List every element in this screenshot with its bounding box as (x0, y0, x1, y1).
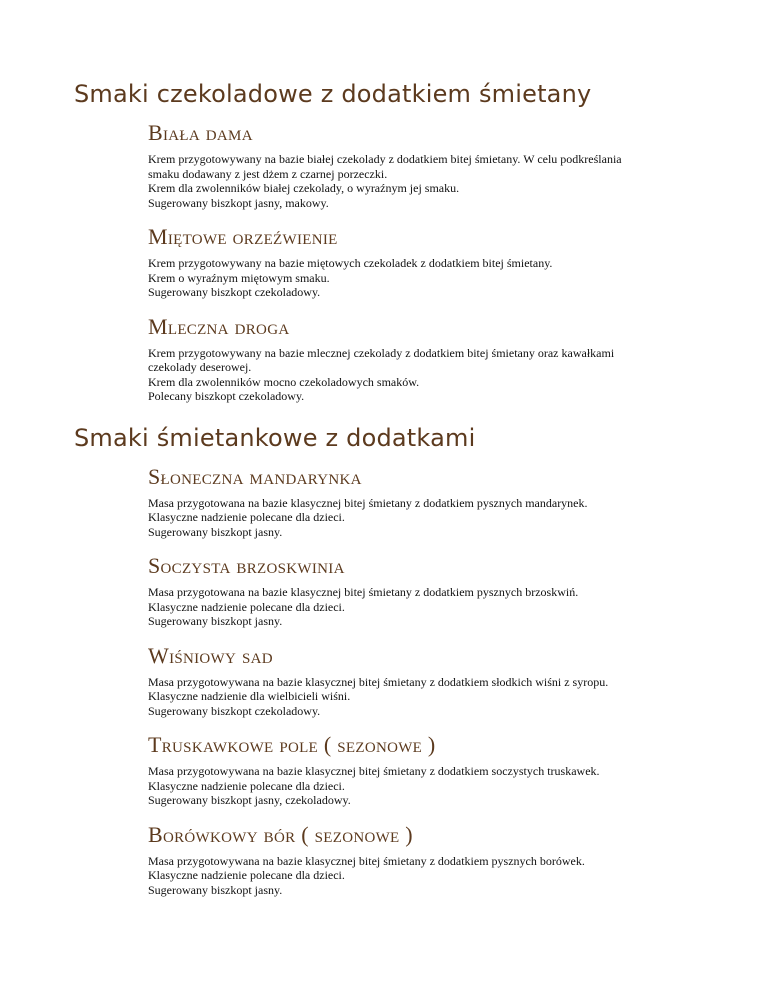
description-line: Krem o wyraźnym miętowym smaku. (148, 270, 330, 285)
description-line: smaku dodawany z jest dżem z czarnej porzeczki. (148, 166, 388, 181)
flavor-title: Soczysta brzoskwinia (148, 553, 345, 578)
flavor-description (148, 152, 708, 210)
flavor-description (148, 675, 708, 719)
description-line: Klasyczne nadzienie polecane dla dzieci. (148, 778, 345, 793)
description-line: Masa przygotowana na bazie klasycznej bitej śmietany z dodatkiem pysznych mandarynek. (148, 495, 588, 510)
description-line: Sugerowany biszkopt jasny. (148, 524, 283, 539)
flavor-item-sloneczna-mandarynka (148, 462, 768, 540)
flavor-description (148, 585, 708, 629)
description-line: Masa przygotowywana na bazie klasycznej bitej śmietany z dodatkiem soczystych truskawek. (148, 764, 600, 778)
description-line: Klasyczne nadzienie dla wielbicieli wiśni. (148, 689, 351, 703)
description-line: Masa przygotowywana na bazie klasycznej bitej śmietany z dodatkiem pysznych borówek. (148, 853, 585, 868)
flavor-description (148, 764, 708, 808)
flavor-title: Mleczna droga (148, 313, 290, 339)
flavor-item-biala-dama (148, 118, 768, 210)
flavor-title: Miętowe orzeźwienie (148, 224, 338, 249)
description-line: Klasyczne nadzienie polecane dla dzieci. (148, 868, 345, 882)
flavor-description (148, 854, 708, 898)
description-line: Masa przygotowywana na bazie klasycznej bitej śmietany z dodatkiem słodkich wiśni z syropu. (148, 674, 609, 689)
description-line: Klasyczne nadzienie polecane dla dzieci. (148, 510, 345, 524)
flavor-title: Borówkowy bór ( sezonowe ) (148, 821, 413, 847)
flavor-item-mietowe-orzezwienie (148, 222, 768, 300)
flavor-item-wisniowy-sad (148, 641, 768, 719)
description-line: Sugerowany biszkopt jasny. (148, 614, 283, 628)
flavor-title: Truskawkowe pole ( sezonowe ) (148, 732, 436, 757)
flavor-item-soczysta-brzoskwinia (148, 551, 768, 629)
flavor-title: Słoneczna mandarynka (148, 463, 362, 489)
description-line: Masa przygotowana na bazie klasycznej bitej śmietany z dodatkiem pysznych brzoskwiń. (148, 585, 579, 599)
flavor-description (148, 496, 708, 540)
description-line: Sugerowany biszkopt jasny, czekoladowy. (148, 793, 351, 807)
description-line: Krem przygotowywany na bazie miętowych czekoladek z dodatkiem bitej śmietany. (148, 256, 553, 270)
description-line: Sugerowany biszkopt jasny, makowy. (148, 195, 329, 210)
description-line: Sugerowany biszkopt czekoladowy. (148, 703, 321, 718)
description-line: Krem przygotowywany na bazie mlecznej czekolady z dodatkiem bitej śmietany oraz kawałkami (148, 345, 615, 360)
flavor-description (148, 256, 708, 300)
flavor-description (148, 346, 708, 404)
description-line: Sugerowany biszkopt jasny. (148, 882, 283, 897)
section-title-chocolate: Smaki czekoladowe z dodatkiem śmietany (74, 80, 592, 108)
description-line: Krem dla zwolenników mocno czekoladowych smaków. (148, 374, 420, 389)
flavor-title: Wiśniowy sad (148, 642, 273, 668)
description-line: Krem przygotowywany na bazie białej czekolady z dodatkiem bitej śmietany. W celu podkreślania (148, 152, 622, 166)
section-title-cream: Smaki śmietankowe z dodatkami (74, 423, 476, 452)
description-line: Polecany biszkopt czekoladowy. (148, 389, 305, 403)
flavor-item-truskawkowe-pole (148, 730, 768, 808)
flavor-item-borowkowy-bor (148, 820, 768, 898)
description-line: Krem dla zwolenników białej czekolady, o wyraźnym jej smaku. (148, 181, 460, 195)
description-line: Klasyczne nadzienie polecane dla dzieci. (148, 599, 345, 614)
description-line: Sugerowany biszkopt czekoladowy. (148, 285, 321, 299)
flavor-item-mleczna-droga (148, 312, 768, 404)
description-line: czekolady deserowej. (148, 360, 252, 374)
flavor-title: Biała dama (148, 120, 253, 145)
